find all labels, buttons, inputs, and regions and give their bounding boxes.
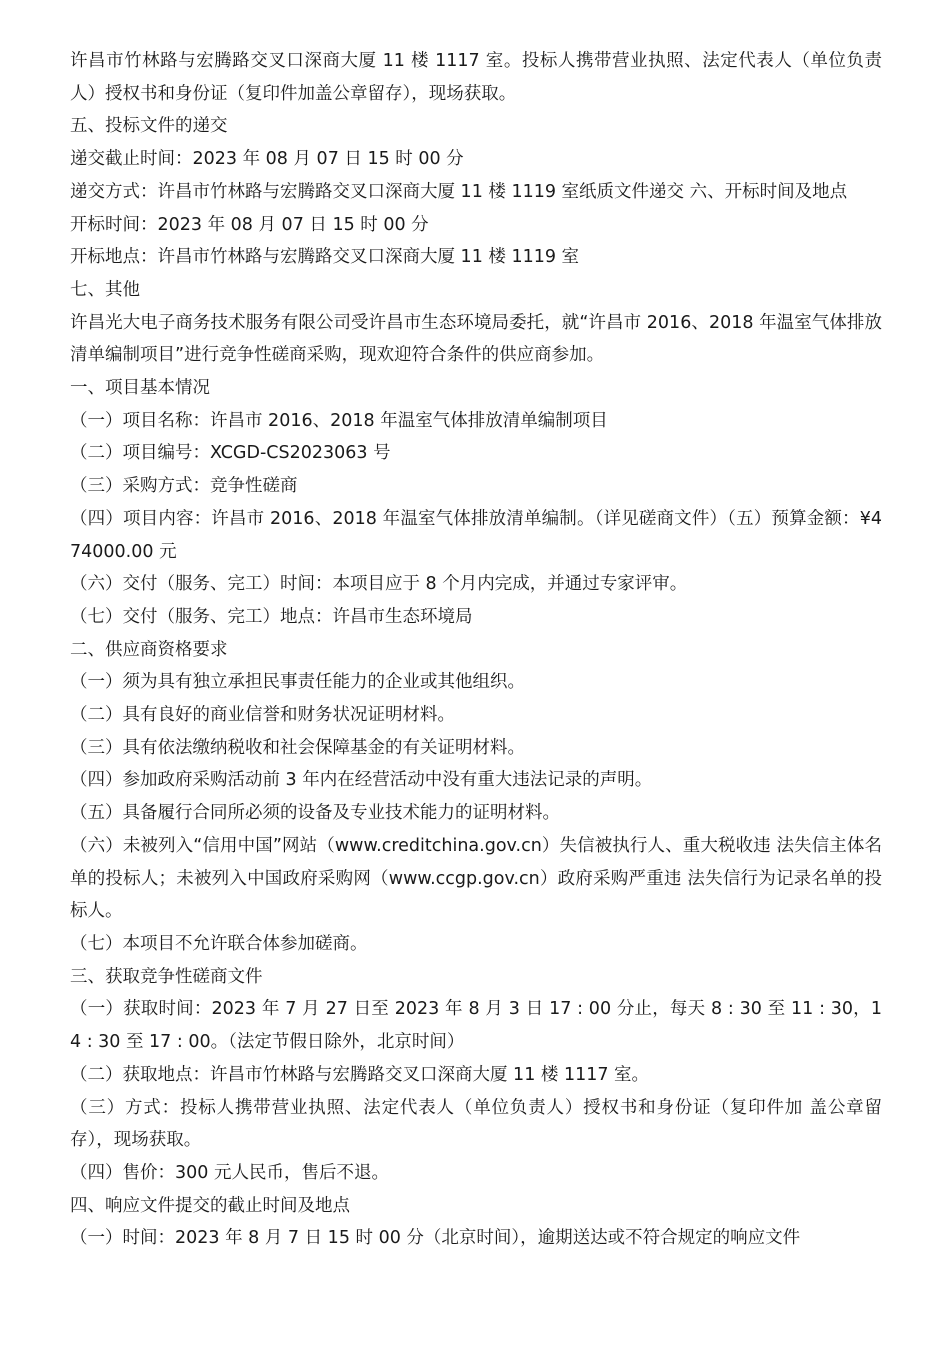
item-qualification-1: （一）须为具有独立承担民事责任能力的企业或其他组织。 xyxy=(70,672,525,693)
paragraph-pickup-location-continued: 许昌市竹林路与宏腾路交叉口深商大厦 11 楼 1117 室。投标人携带营业执照、法定代表人（单位负责人）授权书和身份证（复印件加盖公章留存），现场获取。 xyxy=(70,51,882,104)
item-project-number: （二）项目编号：XCGD-CS2023063 号 xyxy=(70,443,391,464)
heading-section-3-obtain-documents: 三、获取竞争性磋商文件 xyxy=(70,966,263,987)
paragraph-opening-time: 开标时间：2023 年 08 月 07 日 15 时 00 分 xyxy=(70,214,429,235)
item-project-name: （一）项目名称：许昌市 2016、2018 年温室气体排放清单编制项目 xyxy=(70,410,608,431)
item-project-content-budget: （四）项目内容：许昌市 2016、2018 年温室气体排放清单编制。（详见磋商文件）（五）预算金额：¥474000.00 元 xyxy=(70,508,882,562)
item-obtain-method: （三）方式：投标人携带营业执照、法定代表人（单位负责人）授权书和身份证（复印件加 盖公章留存），现场获取。 xyxy=(70,1097,882,1151)
item-obtain-location: （二）获取地点：许昌市竹林路与宏腾路交叉口深商大厦 11 楼 1117 室。 xyxy=(70,1064,650,1085)
paragraph-submission-method: 递交方式：许昌市竹林路与宏腾路交叉口深商大厦 11 楼 1119 室纸质文件递交 六、开标时间及地点 xyxy=(70,181,848,202)
paragraph-intro-announcement: 许昌光大电子商务技术服务有限公司受许昌市生态环境局委托，就“许昌市 2016、2018 年温室气体排放清单编制项目”进行竞争性磋商采购，现欢迎符合条件的供应商参加。 xyxy=(70,312,882,366)
heading-section-1-project-info: 一、项目基本情况 xyxy=(70,378,210,399)
item-qualification-2: （二）具有良好的商业信誉和财务状况证明材料。 xyxy=(70,705,455,726)
item-qualification-5: （五）具备履行合同所必须的设备及专业技术能力的证明材料。 xyxy=(70,803,560,824)
heading-section-2-qualifications: 二、供应商资格要求 xyxy=(70,639,228,660)
document-page xyxy=(70,45,882,1255)
item-procurement-method: （三）采购方式：竞争性磋商 xyxy=(70,476,298,497)
item-qualification-3: （三）具有依法缴纳税收和社会保障基金的有关证明材料。 xyxy=(70,737,525,758)
paragraph-opening-location: 开标地点：许昌市竹林路与宏腾路交叉口深商大厦 11 楼 1119 室 xyxy=(70,247,580,268)
item-response-time: （一）时间：2023 年 8 月 7 日 15 时 00 分（北京时间），逾期送达或不符合规定的响应文件 xyxy=(70,1228,801,1249)
heading-section-5-bid-submission: 五、投标文件的递交 xyxy=(70,116,228,137)
item-delivery-location: （七）交付（服务、完工）地点：许昌市生态环境局 xyxy=(70,606,473,627)
item-qualification-6: （六）未被列入“信用中国”网站（www.creditchina.gov.cn）失信被执行人、重大税收违 法失信主体名单的投标人；未被列入中国政府采购网（www.ccgp.gov.cn）政府采购严重违 法失信行为记录名单的投标人。 xyxy=(70,835,882,922)
heading-section-7-other: 七、其他 xyxy=(70,279,140,300)
item-obtain-time: （一）获取时间：2023 年 7 月 27 日至 2023 年 8 月 3 日 17 : 00 分止，每天 8 : 30 至 11 : 30，14 : 30 至 17 : 00。（法定节假日除外，北京时间） xyxy=(70,999,882,1053)
item-delivery-time: （六）交付（服务、完工）时间：本项目应于 8 个月内完成，并通过专家评审。 xyxy=(70,574,688,595)
item-qualification-7: （七）本项目不允许联合体参加磋商。 xyxy=(70,933,368,954)
heading-section-4-response-deadline: 四、响应文件提交的截止时间及地点 xyxy=(70,1195,350,1216)
item-price: （四）售价：300 元人民币，售后不退。 xyxy=(70,1162,389,1183)
paragraph-submission-deadline: 递交截止时间：2023 年 08 月 07 日 15 时 00 分 xyxy=(70,149,464,170)
item-qualification-4: （四）参加政府采购活动前 3 年内在经营活动中没有重大违法记录的声明。 xyxy=(70,770,653,791)
